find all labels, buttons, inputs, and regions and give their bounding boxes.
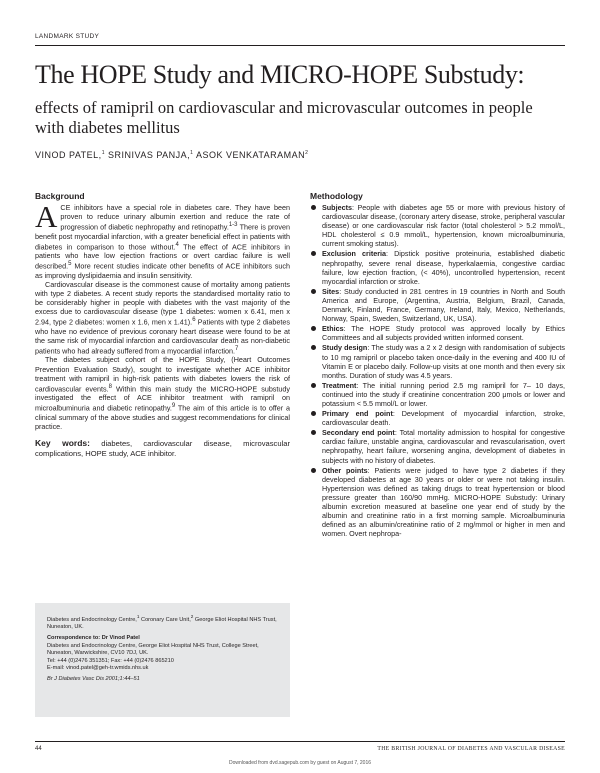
bullet-icon xyxy=(311,205,316,210)
methodology-item: Treatment: The initial running period 2.5 mg ramipril for 7– 10 days, continued into the study if creatinine concentration 200 μmols or lower and potassium < 5.5 mmol/L or lower. xyxy=(310,381,565,408)
background-paragraph: Cardiovascular disease is the commonest cause of mortality among patients with type 2 diabetes. A recent study reports the standardised mortality ratio to be considerably higher in people with diabetes with the vast majority of the excess due to cardiovascular disease (type 1 diabetes: women x 6.41, men x 2.94, type 2 diabetes: women x 1.6, men x 1.41).$^6$ Patients with type 2 diabetes who have no evidence of previous coronary heart disease were found to be at the same risk of myocardial infarction and cardiovascular death as non-diabetic patients who had already suffered from a myocardial infarction.$^7$ xyxy=(35,279,291,356)
correspondence-details xyxy=(47,643,278,673)
bullet-icon xyxy=(311,430,316,435)
correspondence-email[interactable]: E-mail: vinod.patel@geh-tr.wmids.nhs.uk xyxy=(47,665,149,672)
left-column xyxy=(35,191,290,459)
bullet-icon xyxy=(311,345,316,350)
methodology-item: Sites: Study conducted in 281 centres in 19 countries in North and South America and Europe, (Argentina, Austria, Belgium, Brazil, Canada, Denmark, Finland, France, Germany, Ireland, Italy, Mexico, Netherlands, Norway, Spain, Sweden, Switzerland, UK, USA). xyxy=(310,287,565,323)
methodology-item: Other points: Patients were judged to have type 2 diabetes if they developed diabetes at age 30 years or older or were not taking insulin. Hypertension was defined as taking drugs to treat hypertension or blood pressure greater than 160/90 mmHg. MICRO-HOPE Substudy: Urinary albumin excretion measured at baseline one year end of study by the albumin and creatinine ratio in a first morning sample. Microalbuminuria defined as an albumin/creatinine ratio of 2 mg/mmol or higher in men and women. Overt nephropa- xyxy=(310,466,565,539)
methodology-item: Secondary end point: Total mortality admission to hospital for congestive cardiac failure, unstable angina, cardiovascular and revascularisation, overt nephropathy, heart failure, worsening angina, development of diabetes in subjects with no history of diabetes. xyxy=(310,428,565,464)
methodology-item: Study design: The study was a 2 x 2 design with randomisation of subjects to 10 mg ramipril or placebo taken once-daily in the evening and 400 IU of Vitamin E or placebo daily. Follow-up visits at one month and then every six months. Duration of study was 4.5 years. xyxy=(310,343,565,379)
methodology-item: Subjects: People with diabetes age 55 or more with previous history of cardiovascular disease, (coronary artery disease, stroke, peripheral vascular disease) or one cardiovascular risk factor (total cholesterol > 5.2 mmol/L, HDL cholesterol ≤ 0.9 mmol/L, hypertension, known microalbuminuria, current smoking status). xyxy=(310,203,565,248)
section-tag: LANDMARK STUDY xyxy=(35,33,100,40)
right-column xyxy=(310,191,565,539)
keywords-label: Key words: xyxy=(35,437,90,448)
article-subtitle: effects of ramipril on cardiovascular and microvascular outcomes in people with diabetes mellitus xyxy=(35,98,533,137)
citation-sup: 4 xyxy=(175,241,179,248)
author-name: ASOK VENKATARAMAN xyxy=(195,150,306,160)
methodology-item: Primary end point: Development of myocardial infarction, stroke, cardiovascular death. xyxy=(310,409,565,427)
citation-sup: 5 xyxy=(68,261,72,268)
keywords-text: diabetes, cardiovascular disease, microvascular complications, HOPE study, ACE inhibitor. xyxy=(35,438,290,458)
methodology-item: Exclusion criteria: Dipstick positive proteinuria, established diabetic nephropathy, severe renal disease, hyperkalaemia, congestive cardiac failure, low ejection fraction, (< 40%), uncontrolled hypertension, recent myocardial infarction or stroke. xyxy=(310,249,565,285)
author-name: SRINIVAS PANJA, xyxy=(107,150,191,160)
download-site-link[interactable]: dvd.sagepub.com xyxy=(269,760,310,766)
methodology-heading: Methodology xyxy=(310,191,363,201)
citation-sup: 7 xyxy=(235,345,239,352)
header-rule xyxy=(35,45,565,46)
bullet-icon xyxy=(311,326,316,331)
affiliation-box xyxy=(35,603,290,717)
author-affil-sup: 1 xyxy=(101,150,105,156)
bullet-icon xyxy=(311,289,316,294)
background-heading: Background xyxy=(35,191,85,201)
citation-sup: 6 xyxy=(192,317,196,324)
bullet-icon xyxy=(311,411,316,416)
bullet-icon xyxy=(311,468,316,473)
keywords xyxy=(35,438,290,459)
page-number: 44 xyxy=(35,746,42,752)
correspondence-heading: Correspondence to: Dr Vinod Patel xyxy=(47,635,140,642)
background-paragraph: ACE inhibitors have a special role in diabetes care. They have been proven to reduce urinary albumin exertion and reduce the rate of progression of diabetic nephropathy and retinopathy.$^{1-3}$ There is proven benefit post myocardial infarction, with a greater beneficial effect in patients with diabetes in comparison to those without.$^4$ The effect of ACE inhibitors in patients who have low ejection fractions or overt cardiac failure is well described.$^5$ More recent studies indicate other benefits of ACE inhibitors such as improving dyslipidaemia and insulin sensitivity. xyxy=(35,199,290,280)
footer-rule xyxy=(35,741,565,742)
author-affil-sup: 2 xyxy=(305,150,309,156)
citation-sup: 1-3 xyxy=(228,222,238,229)
background-paragraph: The diabetes subject cohort of the HOPE Study, (Heart Outcomes Prevention Evaluation Study), sought to investigate whether ACE inhibitor treatment with ramipril in high-risk patients with diabetes lowers the risk of cardiovascular events.$^8$ Within this main study the MICRO-HOPE substudy investigated the effect of ACE inhibitor treatment with ramipril on microalbuminuria and diabetic retinopathy.$^9$ The aim of this article is to offer a clinical summary of the above studies and suggest recommendations for clinical practice. xyxy=(35,355,290,431)
correspondence-address: Diabetes and Endocrinology Centre, George Eliot Hospital NHS Trust, College Street, Nuneaton, Warwickshire, CV10 7DJ, UK. xyxy=(47,642,259,657)
author-list xyxy=(35,150,308,160)
bullet-icon xyxy=(311,251,316,256)
methodology-list xyxy=(310,203,565,538)
author-affil-sup: 1 xyxy=(190,150,194,156)
citation-sup: 8 xyxy=(108,383,112,390)
download-notice: Downloaded from dvd.sagepub.com by guest on August 7, 2016 xyxy=(228,760,372,766)
journal-name: THE BRITISH JOURNAL OF DIABETES AND VASCULAR DISEASE xyxy=(377,746,565,752)
methodology-item: Ethics: The HOPE Study protocol was approved locally by Ethics Committees and all subjects provided written informed consent. xyxy=(310,324,565,342)
article-title: The HOPE Study and MICRO-HOPE Substudy: xyxy=(35,60,525,89)
affiliation-text: Diabetes and Endocrinology Centre,$^1$ Coronary Care Unit,$^2$ George Eliot Hospital NHS Trust, Nuneaton, UK. xyxy=(47,614,277,631)
author-name: VINOD PATEL, xyxy=(35,150,102,160)
citation-sup: 9 xyxy=(171,403,176,410)
drop-cap: A xyxy=(35,199,58,234)
bullet-icon xyxy=(311,383,316,388)
citation-line: Br J Diabetes Vasc Dis 2001;1:44–51 xyxy=(47,676,140,683)
correspondence-phone: Tel: +44 (0)2476 351351; Fax: +44 (0)2476 865210 xyxy=(47,657,174,664)
